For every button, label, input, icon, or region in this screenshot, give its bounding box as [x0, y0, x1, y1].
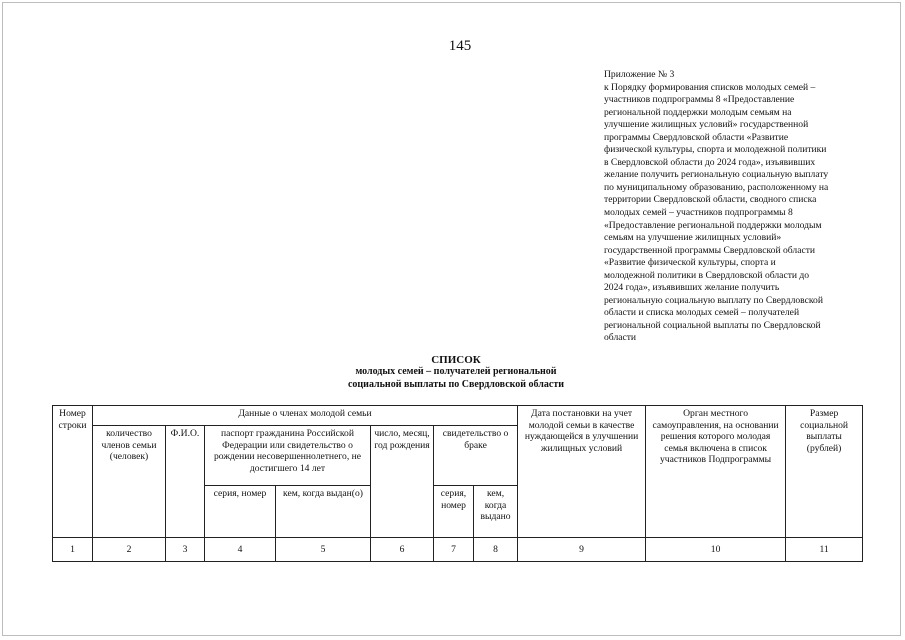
appendix-line: 2024 года», изъявивших желание получить: [604, 282, 780, 294]
appendix-line: к Порядку формирования списков молодых семей –: [604, 81, 816, 93]
list-title-line-2: молодых семей – получателей региональной: [355, 366, 557, 378]
column-number: 2: [93, 538, 166, 562]
column-number: 8: [474, 538, 518, 562]
list-title-heading: СПИСОК: [431, 354, 481, 366]
column-number: 6: [371, 538, 434, 562]
appendix-line: молодежной политики в Свердловской области до: [604, 269, 810, 281]
appendix-line: области и списка молодых семей – получателей: [604, 307, 800, 319]
header-passport: паспорт гражданина Российской Федерации или свидетельство о рождении несовершеннолетнего, не достигшего 14 лет: [205, 426, 371, 486]
header-row-1: [53, 406, 863, 426]
column-number: 10: [646, 538, 786, 562]
appendix-line: региональной социальной выплаты по Свердловской: [604, 319, 821, 331]
header-birth-date: число, месяц, год рождения: [371, 426, 434, 538]
appendix-line: «Развитие физической культуры, спорта и: [604, 257, 776, 269]
header-passport-series: серия, номер: [205, 486, 276, 538]
families-table: [52, 405, 863, 562]
column-number: 1: [53, 538, 93, 562]
appendix-line: улучшение жилищных условий» государственной: [604, 119, 809, 131]
column-number: 4: [205, 538, 276, 562]
column-number: 3: [166, 538, 205, 562]
header-marriage-cert: свидетельство о браке: [434, 426, 518, 486]
appendix-line: физической культуры, спорта и молодежной политики: [604, 144, 827, 156]
appendix-line: территории Свердловской области, сводного списка: [604, 194, 817, 206]
header-marriage-issued: кем, когда выдано: [474, 486, 518, 538]
header-payment-amount: Размер социальной выплаты (рублей): [786, 406, 863, 538]
header-full-name: Ф.И.О.: [166, 426, 205, 538]
appendix-line: молодых семей – участников подпрограммы 8: [604, 207, 793, 219]
appendix-line: по муниципальному образованию, расположенному на: [604, 181, 829, 193]
appendix-line: программы Свердловской области «Развитие: [604, 131, 789, 143]
header-family-data: Данные о членах молодой семьи: [93, 406, 518, 426]
appendix-line: желание получить региональную социальную выплату: [604, 169, 829, 181]
header-registration-date: Дата постановки на учет молодой семьи в качестве нуждающейся в улучшении жилищных условий: [518, 406, 646, 538]
appendix-line: области: [604, 332, 637, 344]
appendix-line: региональной поддержки молодым семьям на: [604, 106, 792, 118]
header-members-count: количество членов семьи (человек): [93, 426, 166, 538]
page-number: 145: [448, 38, 472, 54]
appendix-line: участников подпрограммы 8 «Предоставление: [604, 94, 795, 106]
header-row-number: Номер строки: [53, 406, 93, 538]
header-marriage-series: серия, номер: [434, 486, 474, 538]
appendix-line: семьям на улучшение жилищных условий»: [604, 232, 782, 244]
appendix-heading: Приложение № 3: [604, 69, 675, 80]
column-number: 11: [786, 538, 863, 562]
column-number-row: [53, 538, 863, 562]
header-local-authority: Орган местного самоуправления, на основании решения которого молодая семья включена в список участников Подпрограммы: [646, 406, 786, 538]
column-number: 7: [434, 538, 474, 562]
appendix-note: [604, 69, 866, 345]
list-title: [286, 354, 626, 391]
appendix-line: государственной программы Свердловской области: [604, 244, 816, 256]
column-number: 9: [518, 538, 646, 562]
list-title-line-3: социальной выплаты по Свердловской области: [347, 378, 564, 390]
column-number: 5: [276, 538, 371, 562]
header-passport-issued: кем, когда выдан(о): [276, 486, 371, 538]
appendix-line: в Свердловской области до 2024 года», изъявивших: [604, 156, 816, 168]
appendix-line: региональную социальную выплату по Свердловской: [604, 294, 823, 306]
appendix-line: «Предоставление региональной поддержки молодым: [604, 219, 822, 231]
